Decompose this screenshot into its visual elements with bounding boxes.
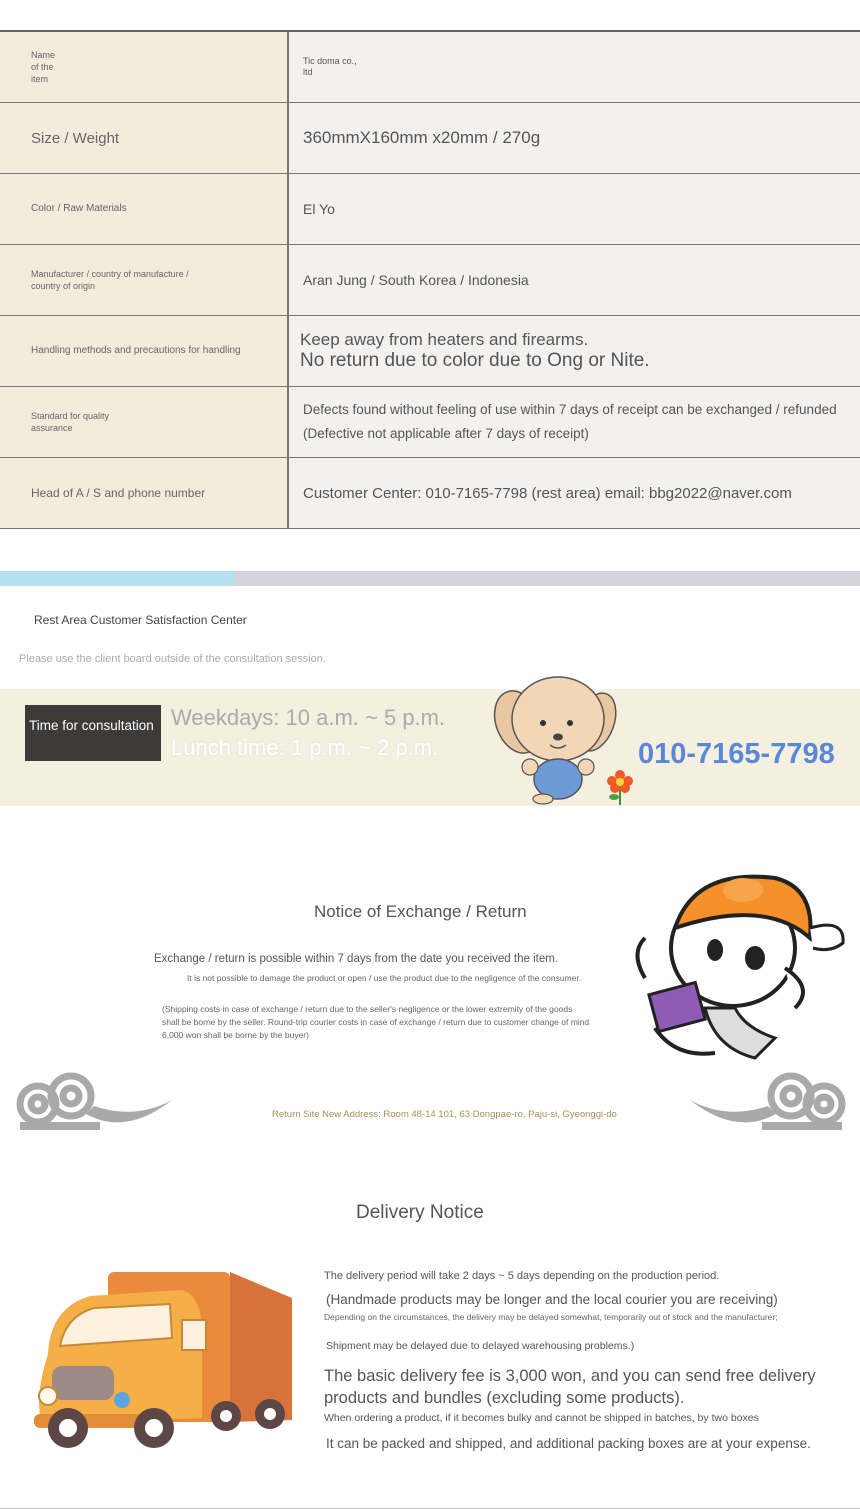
- row-value-name: [289, 32, 860, 102]
- value-line: No return due to color due to Ong or Nite.: [300, 350, 650, 371]
- label-line: assurance: [31, 423, 73, 433]
- row-value-manufacturer: Aran Jung / South Korea / Indonesia: [289, 245, 860, 315]
- label-line: item: [31, 74, 49, 84]
- delivery-line-5: The basic delivery fee is 3,000 won, and you can send free delivery products and bundles (excluding some products).: [324, 1367, 816, 1407]
- row-value-quality: [289, 387, 860, 457]
- delivery-line-2: (Handmade products may be longer and the local courier you are receiving): [326, 1292, 778, 1307]
- value-line: Tic doma co.,: [303, 56, 357, 66]
- courier-mascot-icon: [615, 858, 850, 1068]
- row-value-as: Customer Center: 010-7165-7798 (rest area) email: bbg2022@naver.com: [289, 458, 860, 528]
- label-line: of the: [31, 62, 54, 72]
- row-value-size: 360mmX160mm x20mm / 270g: [289, 103, 860, 173]
- weekday-hours: Weekdays: 10 a.m. ~ 5 p.m.: [171, 705, 446, 730]
- row-label-quality: [0, 387, 289, 457]
- value-line: (Defective not applicable after 7 days of receipt): [303, 426, 589, 441]
- row-label-name: [0, 32, 289, 102]
- value-line: ltd: [303, 67, 313, 77]
- delivery-line-7: It can be packed and shipped, and additional packing boxes are at your expense.: [326, 1436, 811, 1451]
- value-line: Keep away from heaters and firearms.: [300, 330, 589, 349]
- delivery-title: Delivery Notice: [356, 1202, 484, 1223]
- row-label-manufacturer: [0, 245, 289, 315]
- return-address: Return Site New Address: Room 48-14 101, 63 Dongpae-ro, Paju-si, Gyeonggi-do: [272, 1109, 617, 1120]
- lunch-hours: Lunch time: 1 p.m. ~ 2 p.m.: [171, 735, 439, 760]
- cloud-ornament-right-icon: [686, 1066, 846, 1134]
- table-row: [0, 387, 860, 458]
- row-label-color: Color / Raw Materials: [0, 174, 289, 244]
- delivery-line-1: The delivery period will take 2 days ~ 5 days depending on the production period.: [324, 1270, 720, 1282]
- time-label-box: Time for consultation: [25, 705, 161, 761]
- customer-center-title: Rest Area Customer Satisfaction Center: [34, 613, 247, 627]
- delivery-line-3: Depending on the circumstances, the delivery may be delayed somewhat, temporarily out of stock and the manufacturer;: [324, 1312, 778, 1322]
- delivery-line-6: When ordering a product, if it becomes bulky and cannot be shipped in batches, by two boxes: [324, 1412, 759, 1424]
- row-label-size: Size / Weight: [0, 103, 289, 173]
- cloud-ornament-left-icon: [16, 1066, 176, 1134]
- table-row: [0, 174, 860, 245]
- delivery-line-4: Shipment may be delayed due to delayed warehousing problems.): [326, 1340, 635, 1352]
- divider-strip: [0, 571, 860, 586]
- divider-strip-accent: [0, 571, 235, 586]
- exchange-line-1: Exchange / return is possible within 7 days from the date you received the item.: [154, 953, 558, 965]
- product-info-table: [0, 30, 860, 529]
- row-label-handling: Handling methods and precautions for handling: [0, 316, 289, 386]
- exchange-title: Notice of Exchange / Return: [314, 902, 527, 921]
- table-row: [0, 316, 860, 387]
- label-line: country of origin: [31, 281, 96, 291]
- label-line: Name: [31, 50, 56, 60]
- table-row: [0, 458, 860, 529]
- exchange-line-2: It is not possible to damage the product or open / use the product due to the negligence of the consumer.: [187, 973, 582, 983]
- delivery-truck-icon: [30, 1268, 295, 1453]
- consultation-hours-band: [0, 689, 860, 806]
- page-bottom-divider: [0, 1508, 860, 1509]
- row-value-color: El Yo: [289, 174, 860, 244]
- exchange-line-3: (Shipping costs in case of exchange / return due to the seller's negligence or the lower extremity of the goods shall be borne by the seller. Round-trip courier costs in case of exchange / return due to customer change of mind 6,000 won shall be borne by the buyer): [162, 1004, 590, 1040]
- table-row: [0, 103, 860, 174]
- label-line: Manufacturer / country of manufacture /: [31, 269, 189, 279]
- value-line: Defects found without feeling of use within 7 days of receipt can be exchanged / refunded: [303, 402, 837, 417]
- flower-icon: [606, 769, 634, 807]
- row-label-as: Head of A / S and phone number: [0, 458, 289, 528]
- customer-center-subtitle: Please use the client board outside of the consultation session.: [19, 653, 326, 665]
- row-value-handling: [289, 316, 860, 386]
- table-row: [0, 245, 860, 316]
- consultation-phone: 010-7165-7798: [638, 738, 835, 770]
- label-line: Standard for quality: [31, 411, 110, 421]
- table-row: [0, 32, 860, 103]
